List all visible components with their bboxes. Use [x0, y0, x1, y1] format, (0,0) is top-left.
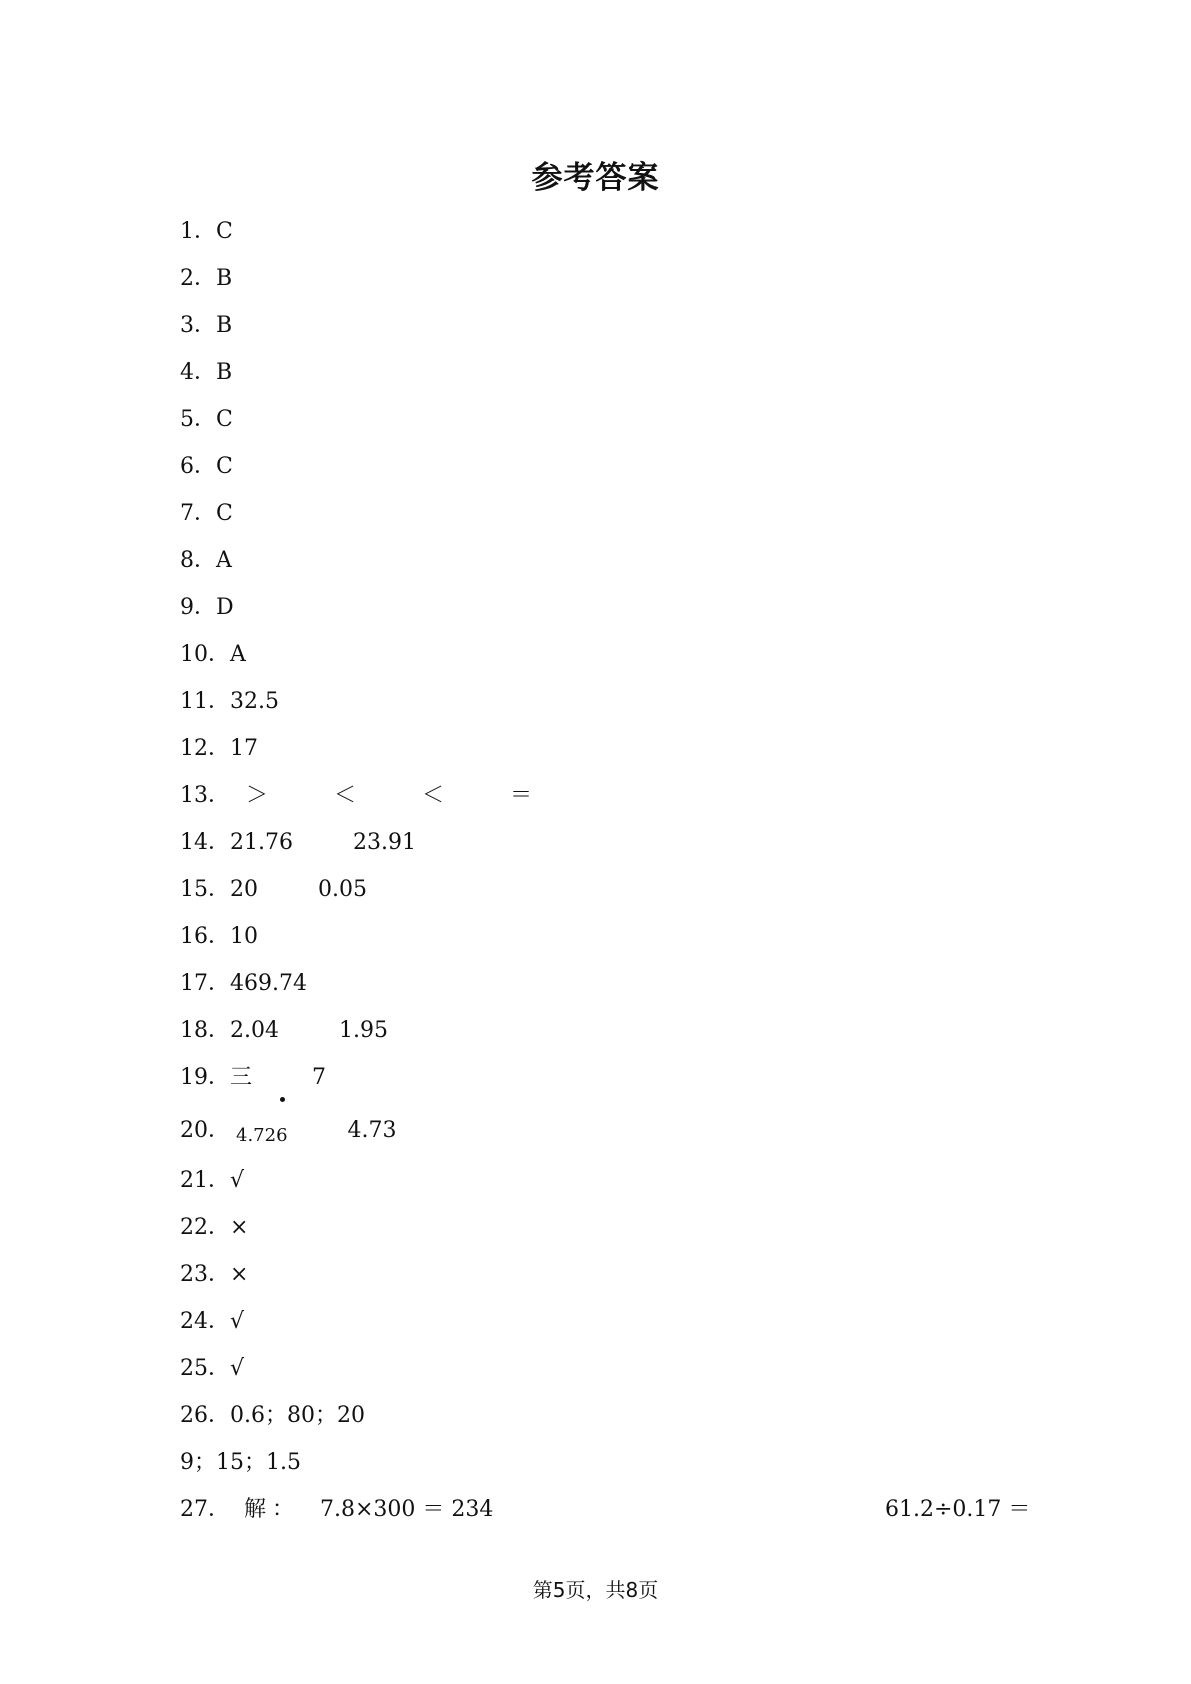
answer-value: 20 [230, 877, 258, 902]
answer-row: 7．C [180, 494, 1050, 541]
answer-value: ＜ [334, 783, 357, 808]
answer-row: 24．√ [180, 1302, 1050, 1349]
answer-value: 7 [312, 1065, 327, 1090]
answer-value: 21.76 [230, 830, 293, 855]
answer-row: 27． 解： 7.8×300 ＝ 234 61.2÷0.17 ＝ [180, 1490, 1050, 1537]
answer-list [180, 212, 1050, 1537]
answer-row: 21．√ [180, 1161, 1050, 1208]
calculation: 61.2÷0.17 ＝ [885, 1497, 1031, 1522]
repeat-dot [280, 1097, 285, 1102]
answer-value: B [216, 360, 233, 385]
answer-row: 20． 4.726 4.73 [180, 1105, 1050, 1161]
answer-row: 19．三 7 [180, 1058, 1050, 1105]
answer-value: C [216, 407, 233, 432]
answer-value: 4.73 [347, 1118, 397, 1143]
answer-row: 18．2.04 1.95 [180, 1011, 1050, 1058]
answer-row: 6．C [180, 447, 1050, 494]
answer-value: 9；15；1.5 [180, 1450, 301, 1475]
answer-value: B [216, 266, 233, 291]
answer-value: √ [230, 1168, 245, 1193]
answer-row: 8．A [180, 541, 1050, 588]
answer-row: 1．C [180, 212, 1050, 259]
answer-value: 469.74 [230, 971, 307, 996]
answer-row: 26．0.6；80；20 [180, 1396, 1050, 1443]
answer-value: × [230, 1262, 249, 1287]
answer-value: C [216, 219, 233, 244]
answer-row: 3．B [180, 306, 1050, 353]
answer-row: 12．17 [180, 729, 1050, 776]
repeating-decimal: 4.726 [236, 1110, 288, 1162]
answer-value: C [216, 454, 233, 479]
answer-value: ＝ [510, 783, 533, 808]
answer-row: 15．20 0.05 [180, 870, 1050, 917]
answer-value: A [230, 642, 246, 667]
answer-value: √ [230, 1356, 245, 1381]
answer-value: D [216, 595, 234, 620]
answer-row: 23．× [180, 1255, 1050, 1302]
answer-value: 2.04 [230, 1018, 279, 1043]
answer-value: C [216, 501, 233, 526]
answer-value: √ [230, 1309, 245, 1334]
answer-value: ＞ [246, 783, 269, 808]
calculation: 7.8×300 ＝ 234 [320, 1497, 494, 1522]
answer-value: 32.5 [230, 689, 279, 714]
answer-row: 14．21.76 23.91 [180, 823, 1050, 870]
answer-value: ＜ [422, 783, 445, 808]
answer-value: 0.05 [318, 877, 367, 902]
answer-value: × [230, 1215, 249, 1240]
answer-value: 23.91 [352, 830, 416, 855]
answer-value: 三 [230, 1065, 253, 1090]
answer-row: 16．10 [180, 917, 1050, 964]
answer-row: 5．C [180, 400, 1050, 447]
answer-row: 10．A [180, 635, 1050, 682]
page-title: 参考答案 [531, 160, 660, 196]
answer-value: 17 [230, 736, 258, 761]
answer-row: 9．D [180, 588, 1050, 635]
answer-value: A [216, 548, 232, 573]
answer-value: 1.95 [338, 1018, 388, 1043]
solution-label: 解： [244, 1497, 301, 1522]
answer-row: 4．B [180, 353, 1050, 400]
answer-row: 22．× [180, 1208, 1050, 1255]
answer-value: 10 [230, 924, 258, 949]
answer-row [180, 1443, 1050, 1490]
answer-row: 25．√ [180, 1349, 1050, 1396]
answer-row: 17．469.74 [180, 964, 1050, 1011]
answer-row: 13． ＞ ＜ ＜ ＝ [180, 776, 1050, 823]
answer-row: 2．B [180, 259, 1050, 306]
page-footer: 第5页，共8页 [532, 1578, 659, 1602]
answer-value: B [216, 313, 233, 338]
answer-row: 11．32.5 [180, 682, 1050, 729]
answer-value: 0.6；80；20 [230, 1403, 365, 1428]
